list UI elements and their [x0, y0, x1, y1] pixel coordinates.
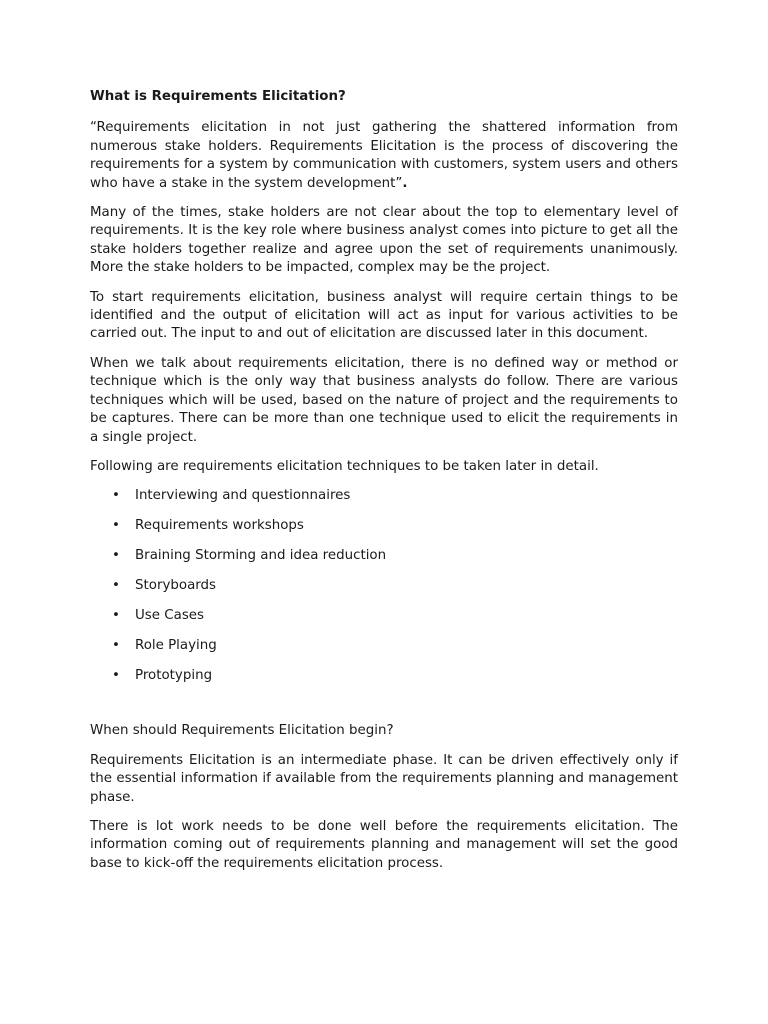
start-elicitation-paragraph: To start requirements elicitation, business analyst will require certain things to be identified and the output of elicitation will act as input for various activities to be carried out. The input to and out of elicitation are discussed later in this document.: [90, 289, 678, 342]
list-item-text: Interviewing and questionnaires: [135, 488, 351, 504]
begin-subheading: When should Requirements Elicitation begin?: [90, 723, 394, 739]
document-page: [90, 88, 678, 884]
techniques-intro-paragraph: When we talk about requirements elicitation, there is no defined way or method or technique which is the only way that business analysts do follow. There are various techniques which will be used, based on the nature of project and the requirements to be captures. There can be more than one technique used to elicit the requirements in a single project.: [90, 355, 678, 445]
techniques-list: [90, 487, 678, 697]
definition-period: .: [402, 175, 408, 191]
bullet-icon: •: [112, 488, 120, 504]
stakeholders-paragraph: Many of the times, stake holders are not clear about the top to elementary level of requirements. It is the key role where business analyst comes into picture to get all the stake holders together realize and agree upon the set of requirements unanimously. More the stake holders to be impacted, complex may be the project.: [90, 205, 678, 276]
intermediate-phase-paragraph: Requirements Elicitation is an intermediate phase. It can be driven effectively only if the essential information if available from the requirements planning and management phase.: [90, 752, 678, 805]
list-item: [90, 637, 678, 667]
list-item-text: Storyboards: [135, 578, 217, 594]
bullet-icon: •: [112, 638, 120, 654]
list-item-text: Braining Storming and idea reduction: [135, 548, 387, 564]
section-heading: What is Requirements Elicitation?: [90, 89, 346, 104]
list-item-text: Use Cases: [135, 608, 205, 624]
following-techniques-paragraph: Following are requirements elicitation techniques to be taken later in detail.: [90, 458, 599, 474]
list-item-text: Requirements workshops: [135, 518, 304, 534]
bullet-icon: •: [112, 578, 120, 594]
bullet-icon: •: [112, 548, 120, 564]
list-item: [90, 577, 678, 607]
list-item: [90, 547, 678, 577]
bullet-icon: •: [112, 668, 120, 684]
list-item: [90, 667, 678, 697]
list-item: [90, 487, 678, 517]
definition-text: “Requirements elicitation in not just gathering the shattered information from numerous stake holders. Requirements Elicitation is the process of discovering the requirements for a system by communication with customers, system users and others who have a stake in the system development”: [90, 120, 678, 191]
bullet-icon: •: [112, 608, 120, 624]
list-item-text: Prototyping: [135, 668, 213, 684]
bullet-icon: •: [112, 518, 120, 534]
list-item-text: Role Playing: [135, 638, 217, 654]
list-item: [90, 607, 678, 637]
definition-paragraph: [90, 119, 678, 193]
list-item: [90, 517, 678, 547]
well-before-paragraph: There is lot work needs to be done well before the requirements elicitation. The information coming out of requirements planning and management will set the good base to kick-off the requirements elicitation process.: [90, 818, 678, 871]
